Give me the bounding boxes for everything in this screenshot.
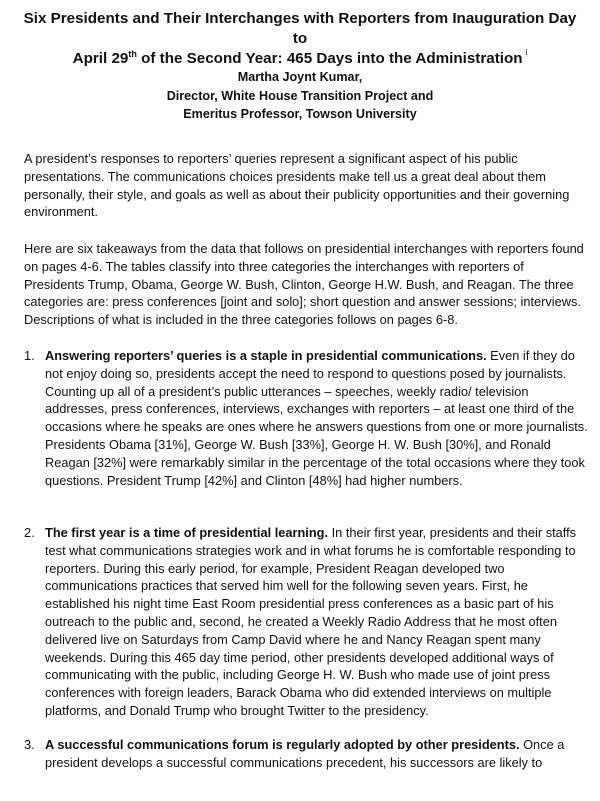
takeaway-text: Even if they do not enjoy doing so, presidents accept the need to respond to questions posed by journalists. Counting up all of a president’s public utterances – speeches, weekly radio/ television addresses, press conferences, interviews, exchanges with reporters – at least one third of the occasions where he speaks are ones where he answers questions from one or more journalists. Presidents Obama [31%], George W. Bush [33%], George H. W. Bush [30%], and Ronald Reagan [32%] were remarkably similar in the percentage of the total occasions where they took questions. President Trump [42%] and Clinton [48%] had higher numbers. [45,348,588,488]
takeaway-text: Once a president develops a successful communications precedent, his successors are likely to [45,737,565,770]
takeaway-number: 1. [24,348,35,363]
title-line-2 [20,49,580,69]
takeaway-heading: A successful communications forum is regularly adopted by other presidents. [45,737,520,752]
endnote-marker[interactable]: i [525,48,528,57]
author-block [0,68,600,124]
takeaway-heading: The first year is a time of presidential learning. [45,525,329,540]
takeaway-heading: Answering reporters’ queries is a staple in presidential communications. [45,348,487,363]
takeaway-number: 2. [24,525,35,540]
intro-paragraph-2: Here are six takeaways from the data that follows on presidential interchanges with reporters found on pages 4-6. The tables classify into three categories the interchanges with reporters of Presidents Trump, Obama, George W. Bush, Clinton, George H.W. Bush, and Reagan. The three categories are: press conferences [joint and solo]; short question and answer sessions; interviews. Descriptions of what is included in the three categories follows on pages 6-8. [24,241,584,328]
takeaway-item-2 [24,524,590,720]
author-role: Director, White House Transition Project and [166,88,434,103]
takeaway-item-3 [24,736,590,772]
title-line-2-start: April 29 [72,50,129,67]
author-affiliation: Emeritus Professor, Towson University [183,107,417,121]
title-line-2-end: of the Second Year: 465 Days into the Administration [136,50,523,67]
intro-paragraph-1: A president’s responses to reporters’ queries represent a significant aspect of his public presentations. The communications choices presidents make tell us a great deal about them personally, their style, and goals as well as about their publicity opportunities and their governing environment. [24,151,570,220]
title-line-1: Six Presidents and Their Interchanges with Reporters from Inauguration Day to [23,10,577,47]
takeaway-number: 3. [24,737,35,752]
document-title [20,9,580,69]
title-ordinal-suffix: th [128,49,137,59]
takeaway-item-1 [24,347,590,489]
takeaway-text: In their first year, presidents and their staffs test what communications strategies work and in what forums he is comfortable responding to reporters. During this early period, for example, President Reagan developed two communications practices that served him well for the following seven years. First, he established his night time East Room presidential press conferences as a basic part of his outreach to the public and, second, he created a Weekly Radio Address that he most often delivered live on Saturdays from Camp David where he and Nancy Reagan spent many weekends. During this 465 day time period, other presidents developed additional ways of communicating with the public, including George H. W. Bush who made use of joint press conferences with foreign leaders, Barack Obama who did extended interviews on multiple platforms, and Donald Trump who brought Twitter to the presidency. [45,525,577,718]
author-name: Martha Joynt Kumar, [237,70,363,84]
